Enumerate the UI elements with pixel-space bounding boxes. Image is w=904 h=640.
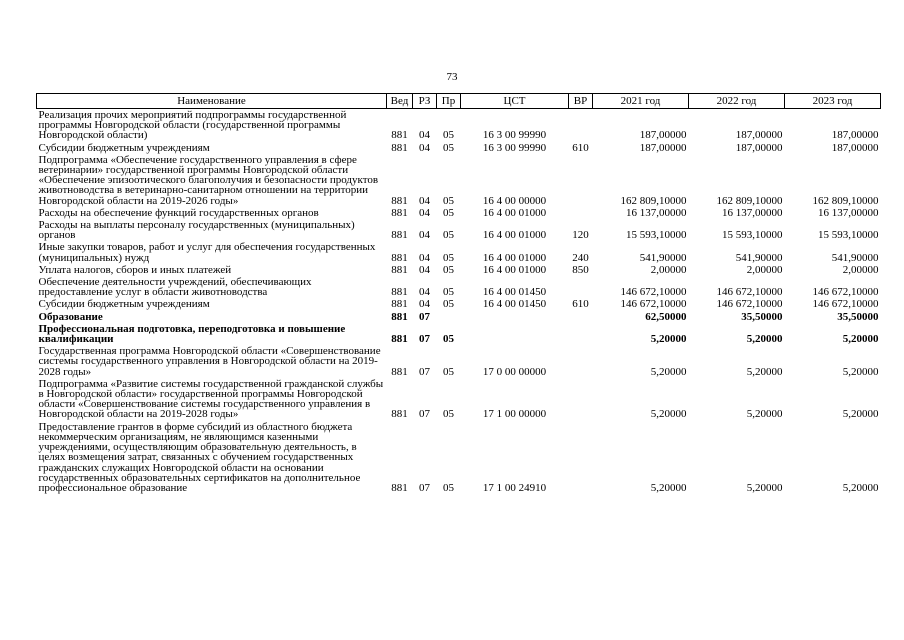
row-2022: 162 809,10000 <box>716 194 783 207</box>
row-cst: 16 4 00 01450 <box>482 298 547 311</box>
row-name: Иные закупки товаров, работ и услуг для обеспечения государственных (муниципальных) нужд <box>38 241 376 264</box>
row-pr: 05 <box>443 229 454 242</box>
row-2022: 5,20000 <box>746 333 783 346</box>
row-pr: 05 <box>443 365 454 378</box>
row-ved: 881 <box>391 206 408 219</box>
row-name: Образование <box>38 310 103 323</box>
row-rz: 04 <box>419 141 430 154</box>
row-ved: 881 <box>391 263 408 276</box>
row-vr <box>569 421 593 494</box>
row-2023: 5,20000 <box>842 365 879 378</box>
table-row <box>37 142 881 154</box>
table-row <box>37 298 881 310</box>
table-row <box>37 219 881 241</box>
table-header-row <box>37 94 881 109</box>
row-pr: 05 <box>443 333 454 346</box>
row-rz: 07 <box>419 481 430 494</box>
row-2021: 5,20000 <box>650 365 687 378</box>
row-2022: 5,20000 <box>746 365 783 378</box>
row-cst: 16 3 00 99990 <box>482 141 547 154</box>
row-2022: 5,20000 <box>746 481 783 494</box>
row-cst <box>461 323 569 345</box>
row-2021: 541,90000 <box>639 251 687 264</box>
row-2021: 5,20000 <box>650 333 687 346</box>
row-pr: 05 <box>443 141 454 154</box>
row-2023: 162 809,10000 <box>812 194 879 207</box>
row-ved: 881 <box>391 286 408 299</box>
row-2023: 146 672,10000 <box>812 298 879 311</box>
row-pr: 05 <box>443 129 454 142</box>
row-2023: 187,00000 <box>831 141 879 154</box>
row-ved: 881 <box>391 129 408 142</box>
table-row <box>37 311 881 323</box>
row-2022: 15 593,10000 <box>722 229 783 242</box>
row-2022: 146 672,10000 <box>716 298 783 311</box>
row-2021: 146 672,10000 <box>620 298 687 311</box>
row-rz: 04 <box>419 298 430 311</box>
row-vr: 240 <box>572 251 589 264</box>
row-name: Государственная программа Новгородской области «Совершенствование системы государственного управления в Новгородской области на 2019-2028 годы» <box>38 345 381 378</box>
row-rz: 04 <box>419 194 430 207</box>
header-2021: 2021 год <box>593 94 689 109</box>
row-2021: 5,20000 <box>650 408 687 421</box>
row-pr: 05 <box>443 194 454 207</box>
row-cst: 17 1 00 24910 <box>482 481 547 494</box>
row-cst: 16 4 00 01000 <box>482 206 547 219</box>
table-row <box>37 264 881 276</box>
row-2021: 2,00000 <box>650 263 687 276</box>
row-ved: 881 <box>391 333 408 346</box>
row-2022: 146 672,10000 <box>716 286 783 299</box>
row-vr <box>569 378 593 421</box>
row-name: Подпрограмма «Обеспечение государственного управления в сфере ветеринарии» государственной программы Новгородской области «Обеспечение эпизоотического благополучия и безопасности продуктов животноводства в ветеринарно-санитарном отношении на территории Новгородской области на 2019-2026 годы» <box>38 153 379 207</box>
row-2022: 5,20000 <box>746 408 783 421</box>
row-2023: 15 593,10000 <box>818 229 879 242</box>
row-rz: 04 <box>419 229 430 242</box>
row-ved: 881 <box>391 194 408 207</box>
row-name: Реализация прочих мероприятий подпрограммы государственной программы Новгородской области (государственной программы Новгородской области) <box>38 109 347 142</box>
row-ved: 881 <box>391 310 408 323</box>
header-pr: Пр <box>437 94 461 109</box>
row-pr: 05 <box>443 481 454 494</box>
row-2021: 162 809,10000 <box>620 194 687 207</box>
row-ved: 881 <box>391 141 408 154</box>
row-2023: 35,50000 <box>837 310 879 323</box>
row-vr: 610 <box>572 298 589 311</box>
row-vr <box>569 345 593 378</box>
row-name: Уплата налогов, сборов и иных платежей <box>38 263 232 276</box>
page-number: 73 <box>446 71 458 83</box>
row-2021: 16 137,00000 <box>626 206 687 219</box>
row-pr: 05 <box>443 286 454 299</box>
header-ved: Вед <box>387 94 413 109</box>
table-row <box>37 345 881 378</box>
row-name: Расходы на обеспечение функций государственных органов <box>38 206 319 219</box>
row-name: Субсидии бюджетным учреждениям <box>38 141 210 154</box>
row-vr: 610 <box>572 141 589 154</box>
header-rz: РЗ <box>413 94 437 109</box>
row-vr <box>569 323 593 345</box>
row-vr: 120 <box>572 229 589 242</box>
header-2022: 2022 год <box>689 94 785 109</box>
row-name: Подпрограмма «Развитие системы государственной гражданской службы в Новгородской области» государственной программы Новгородской области «Совершенствование системы государственного управления в Новгородской области на 2019-2028 годы» <box>38 377 384 421</box>
row-ved: 881 <box>391 408 408 421</box>
row-rz: 04 <box>419 263 430 276</box>
row-cst: 16 3 00 99990 <box>482 129 547 142</box>
row-2021: 187,00000 <box>639 129 687 142</box>
row-cst: 17 1 00 00000 <box>482 408 547 421</box>
row-2022: 187,00000 <box>735 129 783 142</box>
row-2022: 2,00000 <box>746 263 783 276</box>
row-2023: 16 137,00000 <box>818 206 879 219</box>
row-2023: 187,00000 <box>831 129 879 142</box>
row-2021: 146 672,10000 <box>620 286 687 299</box>
row-2021: 15 593,10000 <box>626 229 687 242</box>
table-row <box>37 241 881 263</box>
row-pr: 05 <box>443 408 454 421</box>
row-pr <box>437 311 461 323</box>
row-cst: 17 0 00 00000 <box>482 365 547 378</box>
table-row <box>37 421 881 494</box>
row-name: Расходы на выплаты персоналу государственных (муниципальных) органов <box>38 219 355 242</box>
header-2023: 2023 год <box>785 94 881 109</box>
row-pr: 05 <box>443 251 454 264</box>
row-vr <box>569 276 593 298</box>
row-rz: 04 <box>419 251 430 264</box>
row-ved: 881 <box>391 365 408 378</box>
table-row <box>37 207 881 219</box>
table-row <box>37 323 881 345</box>
row-2021: 62,50000 <box>645 310 687 323</box>
row-name: Предоставление грантов в форме субсидий из областного бюджета некоммерческим организациям, не являющимся казенными учреждениями, осуществляющим образовательную деятельность, в целях возмещения затрат, связанных с обучением государственных гражданских служащих Новгородской области на основании государственных образовательных сертификатов на дополнительное профессиональное образование <box>38 420 361 494</box>
row-2022: 16 137,00000 <box>722 206 783 219</box>
table-row <box>37 276 881 298</box>
header-vr: ВР <box>569 94 593 109</box>
row-ved: 881 <box>391 229 408 242</box>
row-rz: 07 <box>419 408 430 421</box>
row-vr <box>569 207 593 219</box>
row-2023: 2,00000 <box>842 263 879 276</box>
table-body <box>37 109 881 495</box>
row-vr <box>569 154 593 207</box>
table-row <box>37 109 881 142</box>
row-vr <box>569 109 593 142</box>
row-pr: 05 <box>443 206 454 219</box>
row-pr: 05 <box>443 298 454 311</box>
row-cst: 16 4 00 01000 <box>482 263 547 276</box>
row-rz: 07 <box>419 333 430 346</box>
row-ved: 881 <box>391 481 408 494</box>
header-cst: ЦСТ <box>461 94 569 109</box>
row-name: Обеспечение деятельности учреждений, обеспечивающих предоставление услуг в области животноводства <box>38 276 312 299</box>
row-cst: 16 4 00 01000 <box>482 229 547 242</box>
budget-table <box>36 93 881 494</box>
table-row <box>37 378 881 421</box>
row-rz: 07 <box>419 365 430 378</box>
header-name: Наименование <box>37 94 387 109</box>
row-cst: 16 4 00 00000 <box>482 194 547 207</box>
row-cst: 16 4 00 01000 <box>482 251 547 264</box>
row-2021: 5,20000 <box>650 481 687 494</box>
row-2023: 541,90000 <box>831 251 879 264</box>
row-cst: 16 4 00 01450 <box>482 286 547 299</box>
row-vr: 850 <box>572 263 589 276</box>
row-name: Профессиональная подготовка, переподготовка и повышение квалификации <box>38 322 346 346</box>
row-2023: 5,20000 <box>842 408 879 421</box>
row-2022: 35,50000 <box>741 310 783 323</box>
row-rz: 07 <box>419 310 430 323</box>
row-2021: 187,00000 <box>639 141 687 154</box>
row-2023: 5,20000 <box>842 481 879 494</box>
row-ved: 881 <box>391 298 408 311</box>
row-2023: 5,20000 <box>842 333 879 346</box>
row-vr <box>569 311 593 323</box>
row-2023: 146 672,10000 <box>812 286 879 299</box>
row-rz: 04 <box>419 286 430 299</box>
row-ved: 881 <box>391 251 408 264</box>
row-name: Субсидии бюджетным учреждениям <box>38 298 210 311</box>
table-row <box>37 154 881 207</box>
row-2022: 541,90000 <box>735 251 783 264</box>
row-rz: 04 <box>419 129 430 142</box>
row-pr: 05 <box>443 263 454 276</box>
row-rz: 04 <box>419 206 430 219</box>
row-2022: 187,00000 <box>735 141 783 154</box>
row-cst <box>461 311 569 323</box>
